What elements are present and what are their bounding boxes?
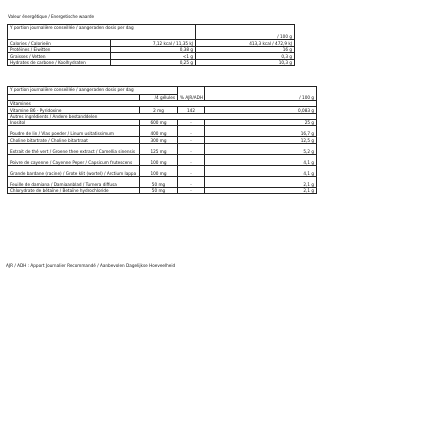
energy-label: Valeur énergétique / Energetische waarde <box>8 14 95 19</box>
nutrient-row-100g: 0,083 g <box>237 107 317 114</box>
nutrient-row <box>8 165 317 176</box>
nutrient-row <box>8 143 317 154</box>
nutrient-row-100g: 2,1 g <box>237 187 317 194</box>
nutrient-row-ajr: - <box>178 126 205 137</box>
energy-table-header: Y portion journalière conseillée / aangeraden dosis per dag <box>8 25 196 40</box>
energy-row-portion: 0,25 g <box>111 59 196 66</box>
energy-row-name: Protéines / Eiwitten <box>8 46 111 53</box>
energy-row-name: Graisses / Vetten <box>8 53 111 60</box>
energy-row <box>8 59 295 66</box>
energy-row-100g: 413,3 kcal / 472,9 kJ <box>196 40 295 47</box>
section-title: Vitamines <box>8 101 317 107</box>
nutrient-row-ajr: - <box>178 154 205 165</box>
energy-row-portion: 7,12 kcal / 11,35 kJ <box>111 40 196 47</box>
nutrient-row-dose: 300 mg <box>140 137 178 144</box>
nutrient-row-name: Poivre de cayenne / Cayenne Peper / Capsicum frutescens <box>8 154 140 165</box>
nutrient-row-100g: 2,1 g <box>237 176 317 187</box>
energy-row-portion: <1 g <box>111 53 196 60</box>
footnote: AJR / ADH : Apport Journalier Recommandé / Aanbevolen Dagelijkse Hoeveelheid <box>6 263 176 268</box>
nutrient-row-spacer <box>205 176 237 187</box>
nutrient-row-name: Vitamine B6 - Pyridoxine <box>8 107 140 114</box>
nutrient-row-dose: 600 mg <box>140 119 178 126</box>
nutrient-row <box>8 154 317 165</box>
nutrient-row <box>8 126 317 137</box>
nutrient-row-name: Chlorydrate de bétaïne / Betaïne hydrochloride <box>8 187 140 194</box>
nutrient-table <box>7 86 317 194</box>
nutrient-row-100g: 25 g <box>237 119 317 126</box>
nutrient-row-dose: 50 mg <box>140 176 178 187</box>
nutrient-row-spacer <box>205 187 237 194</box>
nutrient-row-spacer <box>205 154 237 165</box>
nutrient-row-ajr: - <box>178 187 205 194</box>
nutrient-row-name: Extrait de thé vert / Groene thee extract / Camellia sinensis <box>8 143 140 154</box>
nutrient-row-ajr: - <box>178 137 205 144</box>
nutrient-row-spacer <box>205 165 237 176</box>
energy-table-header-100g: / 100 g <box>196 25 295 40</box>
nutrient-row-ajr: - <box>178 165 205 176</box>
nutrient-row-dose: 400 mg <box>140 126 178 137</box>
nutrient-row-name: Feuille de damiana / Damiaanblad / Turnera diffusa <box>8 176 140 187</box>
nutrient-row-dose: 2 mg <box>140 107 178 114</box>
section-title: Autres ingrédients / Andere bestanddelen <box>8 113 317 119</box>
nutrient-row-ajr: - <box>178 143 205 154</box>
nutrient-row-spacer <box>205 143 237 154</box>
energy-row-portion: 0,38 g <box>111 46 196 53</box>
energy-row-100g: 16 g <box>196 46 295 53</box>
nutrient-table-header-ajr: % AJR/ADH <box>178 87 205 101</box>
nutrient-row-name: Poudre de lin / Vlas poeder / Linum usitatissimum <box>8 126 140 137</box>
nutrient-row-100g: 5,2 g <box>237 143 317 154</box>
nutrient-row-dose: 50 mg <box>140 187 178 194</box>
nutrient-row-spacer <box>205 126 237 137</box>
nutrient-row <box>8 176 317 187</box>
nutrient-row-name: Inositol <box>8 119 140 126</box>
nutrient-row-dose: 125 mg <box>140 143 178 154</box>
energy-row-100g: 0,3 g <box>196 53 295 60</box>
nutrient-row <box>8 187 317 194</box>
nutrient-row-dose: 100 mg <box>140 154 178 165</box>
nutrient-row-100g: 4,1 g <box>237 165 317 176</box>
nutrient-row-100g: 12,5 g <box>237 137 317 144</box>
nutrient-row-name: Grande bardane (racine) / Grote klit (wortel) / Arctium lappa <box>8 165 140 176</box>
nutrient-row-dose: 100 mg <box>140 165 178 176</box>
energy-row-100g: 10,3 g <box>196 59 295 66</box>
nutrient-row-100g: 16,7 g <box>237 126 317 137</box>
nutrient-row-ajr: - <box>178 176 205 187</box>
energy-row-name: Calories / Calorieën <box>8 40 111 47</box>
nutrient-table-header-100g: / 100 g <box>205 87 317 101</box>
nutrient-table-subheader: /4 gélules <box>140 95 178 101</box>
nutrient-row-100g: 4,1 g <box>237 154 317 165</box>
nutrient-row-ajr: 142 <box>178 107 205 114</box>
nutrient-table-header: Y portion journalière conseillée / aangeraden dosis per dag <box>8 87 178 95</box>
nutrient-row-name: Choline bitartrate / Choline bitartraat <box>8 137 140 144</box>
energy-table <box>7 24 295 66</box>
energy-row-name: Hydrates de carbone / Koolhydraten <box>8 59 111 66</box>
nutrient-row-ajr: - <box>178 119 205 126</box>
